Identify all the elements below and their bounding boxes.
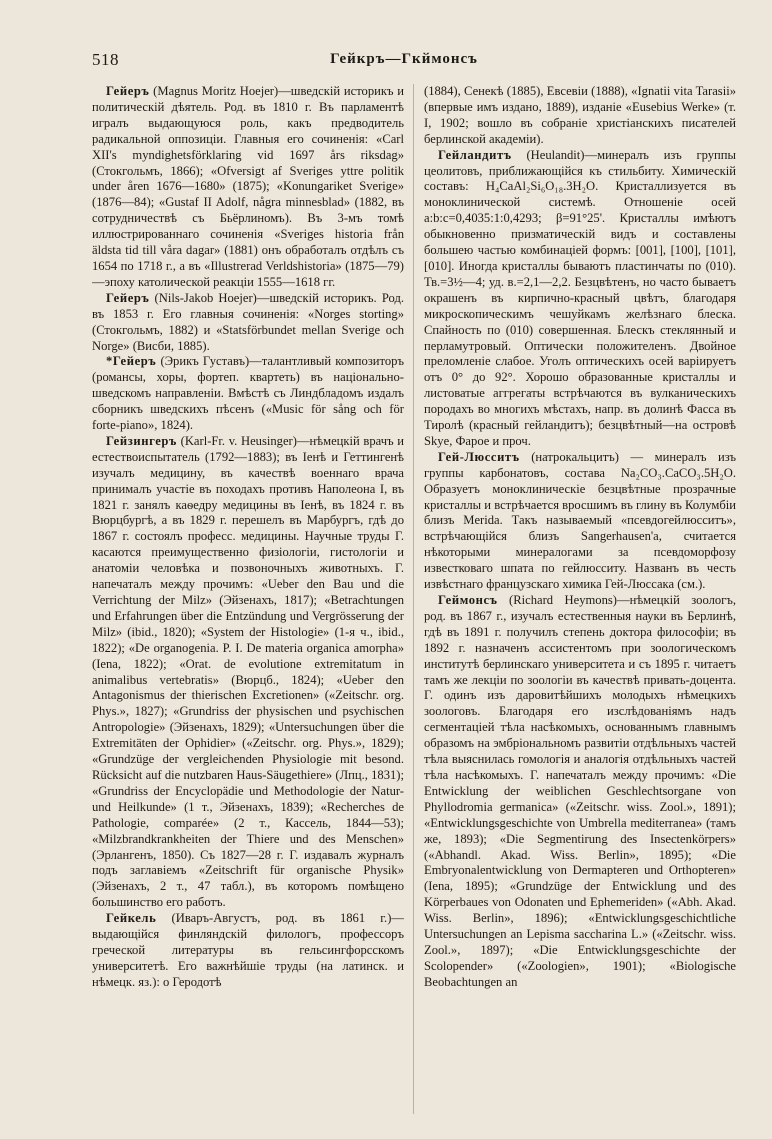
entry-text: (1884), Сенекѣ (1885), Евсевіи (1888), «Ignatii vita Tarasii» (впервые имъ издано, 1889), изданіе «Eusebius Werke» (т. I, 1902; вошло въ собраніе христіанскихъ писателей берлинской академіи). xyxy=(424,84,736,146)
entry-text: (Richard Heymons)—нѣмецкій зоологъ, род. въ 1867 г., изучалъ естественныя науки въ Берлинѣ, гдѣ въ 1891 г. получилъ степень доктора философіи; въ 1892 г. назначенъ ассистентомъ при зоологическомъ институтѣ берлинскаго университета и съ 1895 г. читаетъ тамъ же лекціи по зоологіи въ качествѣ привать-доцента. Г. одинъ изъ даровитѣйшихъ молодыхъ нѣмецкихъ зоологовъ. Благодаря его изслѣдованіямъ надъ сегментаціей тѣла насѣкомыхъ, основаннымъ главнымъ образомъ на эмбріональномъ развитіи отдѣльныхъ частей тѣла выяснилась гомологія и аналогія отдѣльныхъ частей тѣла насѣкомыхъ. Г. напечаталъ между прочимъ: «Die Entwicklung der weiblichen Geschlechtsorgane von Phyllodromia germanica» («Zeitschr. wiss. Zool.», 1891); «Entwicklungsgeschichte von Umbrella mediterranea» (тамъ же, 1893); «Die Segmentirung des Insectenkörpers» («Abhandl. Akad. Wiss. Berlin», 1895); «Die Embryonalentwicklung von Dermapteren und Orthopteren» (Iena, 1895); «Grundzüge der Entwicklung und des Körperbaues von Odonaten und Ephemeriden» («Abh. Akad. Wiss. Berlin», 1896); «Entwicklungsgeschichtliche Untersuchungen an Lepisma saccharina L.» («Zeitschr. wiss. Zool.», 1897); «Die Entwicklungsgeschichte der Scolopender» («Zoologien», 1901); «Biologische Beobachtungen an xyxy=(424,593,736,989)
headword: Гейеръ xyxy=(106,84,150,98)
headword: Гейзингеръ xyxy=(106,433,177,448)
entry xyxy=(92,911,404,991)
entry xyxy=(92,434,404,911)
entry xyxy=(92,354,404,434)
headword: Гей-Люсситъ xyxy=(438,449,520,464)
entry-text: (Иваръ-Августъ, род. въ 1861 г.)—выдающійся финляндскій филологъ, профессоръ греческой литературы въ гельсингфорсскомъ университетѣ. Его важнѣйшіе труды (на латинск. и нѣмецк. яз.): о Геродотѣ xyxy=(92,911,404,989)
headword: Гейкель xyxy=(106,911,157,926)
entry-text: (Karl-Fr. v. Heusinger)—нѣмецкій врачъ и естествоиспытатель (1792—1883); въ Іенѣ и Геттингенѣ изучалъ медицину, въ качествѣ военнаго врача принималъ участіе въ походахъ противъ Наполеона I, въ 1821 г. занялъ каѳедру медицины въ Іенѣ, въ 1824 г. въ Вюрцбургѣ, а въ 1829 г. перешелъ въ Марбургъ, гдѣ до 1867 г. состоялъ професс. медицины. Научные труды Г. касаются преимущественно физіологіи, гистологіи и анатоміи человѣка и позвоночныхъ животныхъ. Г. напечаталъ между прочимъ: «Ueber den Bau und die Verrichtung der Milz» (Эйзенахъ, 1817); «Betrachtungen und Erfahrungen über die Entzündung und Vergrösserung der Milz» (ibid., 1820); «System der Histologie» (1-я ч., ibid., 1822); «De organogenia. P. I. De materia organica amorpha» (Iena, 1822); «Orat. de evolutione extremitatum in animalibus vertebratis» (Вюрцб., 1824); «Ueber den Antagonismus der thierischen Excretionen» («Zeitschr. org. Phys.», 1827); «Grundriss der physischen und psychischen Antropologie» (Эйзенахъ, 1829); «Untersuchungen über die Extremitäten der Ophidier» («Zeitschr. org. Phys.», 1829); «Grundzüge der vergleichenden Physiologie mit besond. Rücksicht auf die nutzbaren Haus-Säugethiere» (Лпц., 1831); «Grundriss der Encyclopädie und Methodologie der Natur-und Heilkunde» (1 т., Эйзенахъ, 1839); «Recherches de Pathologie, comparée» (2 т., Кассель, 1844—53); «Milzbrandkrankheiten der Thiere und des Menschen» (Эрлангенъ, 1850). Съ 1827—28 г. Г. издавалъ журналъ подъ заглавіемъ «Zeitschrift für organische Physik» (Эйзенахъ, 2 т., 47 табл.), въ которомъ помѣщено большинство его работъ. xyxy=(92,433,404,910)
entry xyxy=(424,148,736,450)
headword: Гейеръ xyxy=(106,290,150,305)
entry xyxy=(424,593,736,991)
running-head: Гейкръ—Гкймонсъ xyxy=(330,51,478,67)
page-header xyxy=(92,50,716,74)
entry-text: (Эрикъ Густавъ)—талантливый композиторъ (романсы, хоры, фортеп. квартеть) въ національно-шведскомъ направленіи. Вмѣстѣ съ Линдбладомъ издалъ сборникъ шведскихъ пѣсенъ («Music för sång och för forte-piano», 1824). xyxy=(92,354,404,433)
entry-text: (натрокальцитъ) — минералъ изъ группы карбонатовъ, состава Na₂CO₃.CaCO₃.5H₂O. Образуетъ моноклиническіе безцвѣтные прозрачные кристаллы и встрѣчается вросшимъ въ глину въ Колумбіи близъ Merida. Такъ называемый «псевдогейлюсситъ», встрѣчающійся близъ Sangerhausen'а, считается нѣкоторыми минералогами за псевдоморфозу известковаго шпата по гейлюсситу. Названъ въ честь извѣстнаго французскаго химика Гей-Люссака (см.). xyxy=(424,449,736,592)
column-divider xyxy=(413,84,414,1114)
headword: Гейландитъ xyxy=(438,147,512,162)
entry-text: (Nils-Jakob Hoejer)—шведскій историкъ. Род. въ 1853 г. Его главныя сочиненія: «Norges storting» (Стокгольмъ, 1882) и «Statsförbundet mellan Sverige och Norge» (Висби, 1885). xyxy=(92,290,404,353)
entry xyxy=(424,450,736,593)
left-column xyxy=(92,84,404,1114)
page-number: 518 xyxy=(92,50,119,69)
entry xyxy=(92,291,404,355)
entry xyxy=(92,84,404,291)
headword: Геймонсъ xyxy=(438,593,498,607)
entry-text: (Magnus Moritz Hoejer)—шведскій историкъ и политическій дѣятель. Род. въ 1810 г. Въ парламентѣ игралъ выдающуюся роль, какъ предводитель радикальной оппозиціи. Главныя его сочиненія: «Carl XII's myndighetsförklaring vid 1697 års riksdag» (Стокгольмъ, 1866); «Ofversigt af Sveriges yttre politik under åren 1676—1680» (1875); «Konungariket Sverige» (1876—84); «Gustaf II Adolf, några minnesblad» (1882, въ сотрудничествѣ съ Бьёрлиномъ). Въ 3-мъ томѣ иллюстрированнаго сочиненія «Sveriges historia från äldsta tid till våra dagar» (1881) онъ обработалъ отдѣлъ съ 1654 по 1718 г., а въ «Illustrerad Verldshistoria» (1875—79)—эпоху католической реакціи 1555—1618 гг. xyxy=(92,84,404,289)
right-column xyxy=(424,84,736,1114)
entry-continuation xyxy=(424,84,736,148)
entry-text: (Heulandit)—минералъ изъ группы цеолитовъ, приближающійся къ стильбиту. Химическій составъ: H₄CaAl₂Si₆O₁₈.3H₂O. Кристаллизуется въ моноклинической системѣ. Отношеніе осей a:b:c=0,4035:1:0,4293; β=91°25'. Кристаллы имѣютъ обыкновенно призматическій видъ и составлены большею частью комбинаціей формъ: [001], [100], [101], [010]. Иногда кристаллы бываютъ пластинчаты по (010). Тв.=3½—4; уд. в.=2,1—2,2. Безцвѣтенъ, но часто бываетъ окрашенъ въ кирпично-красный цвѣтъ, благодаря микроскопическимъ чешуйкамъ желѣзнаго блеска. Спайность по (010) совершенная. Блескъ стеклянный и перламутровый. Оптически положителенъ. Двойное преломленіе слабое. Уголъ оптическихъ осей варіируетъ отъ 0° до 92°. Хорошо образованные кристаллы и листоватые аггрегаты встрѣчаются въ вулканическихъ породахъ во многихъ мѣстахъ, напр. въ долинѣ Фасса въ Тиролѣ (красный гейландитъ); безцвѣтный—на островѣ Skye, Фарое и проч. xyxy=(424,147,736,448)
headword: *Гейеръ xyxy=(106,354,157,369)
